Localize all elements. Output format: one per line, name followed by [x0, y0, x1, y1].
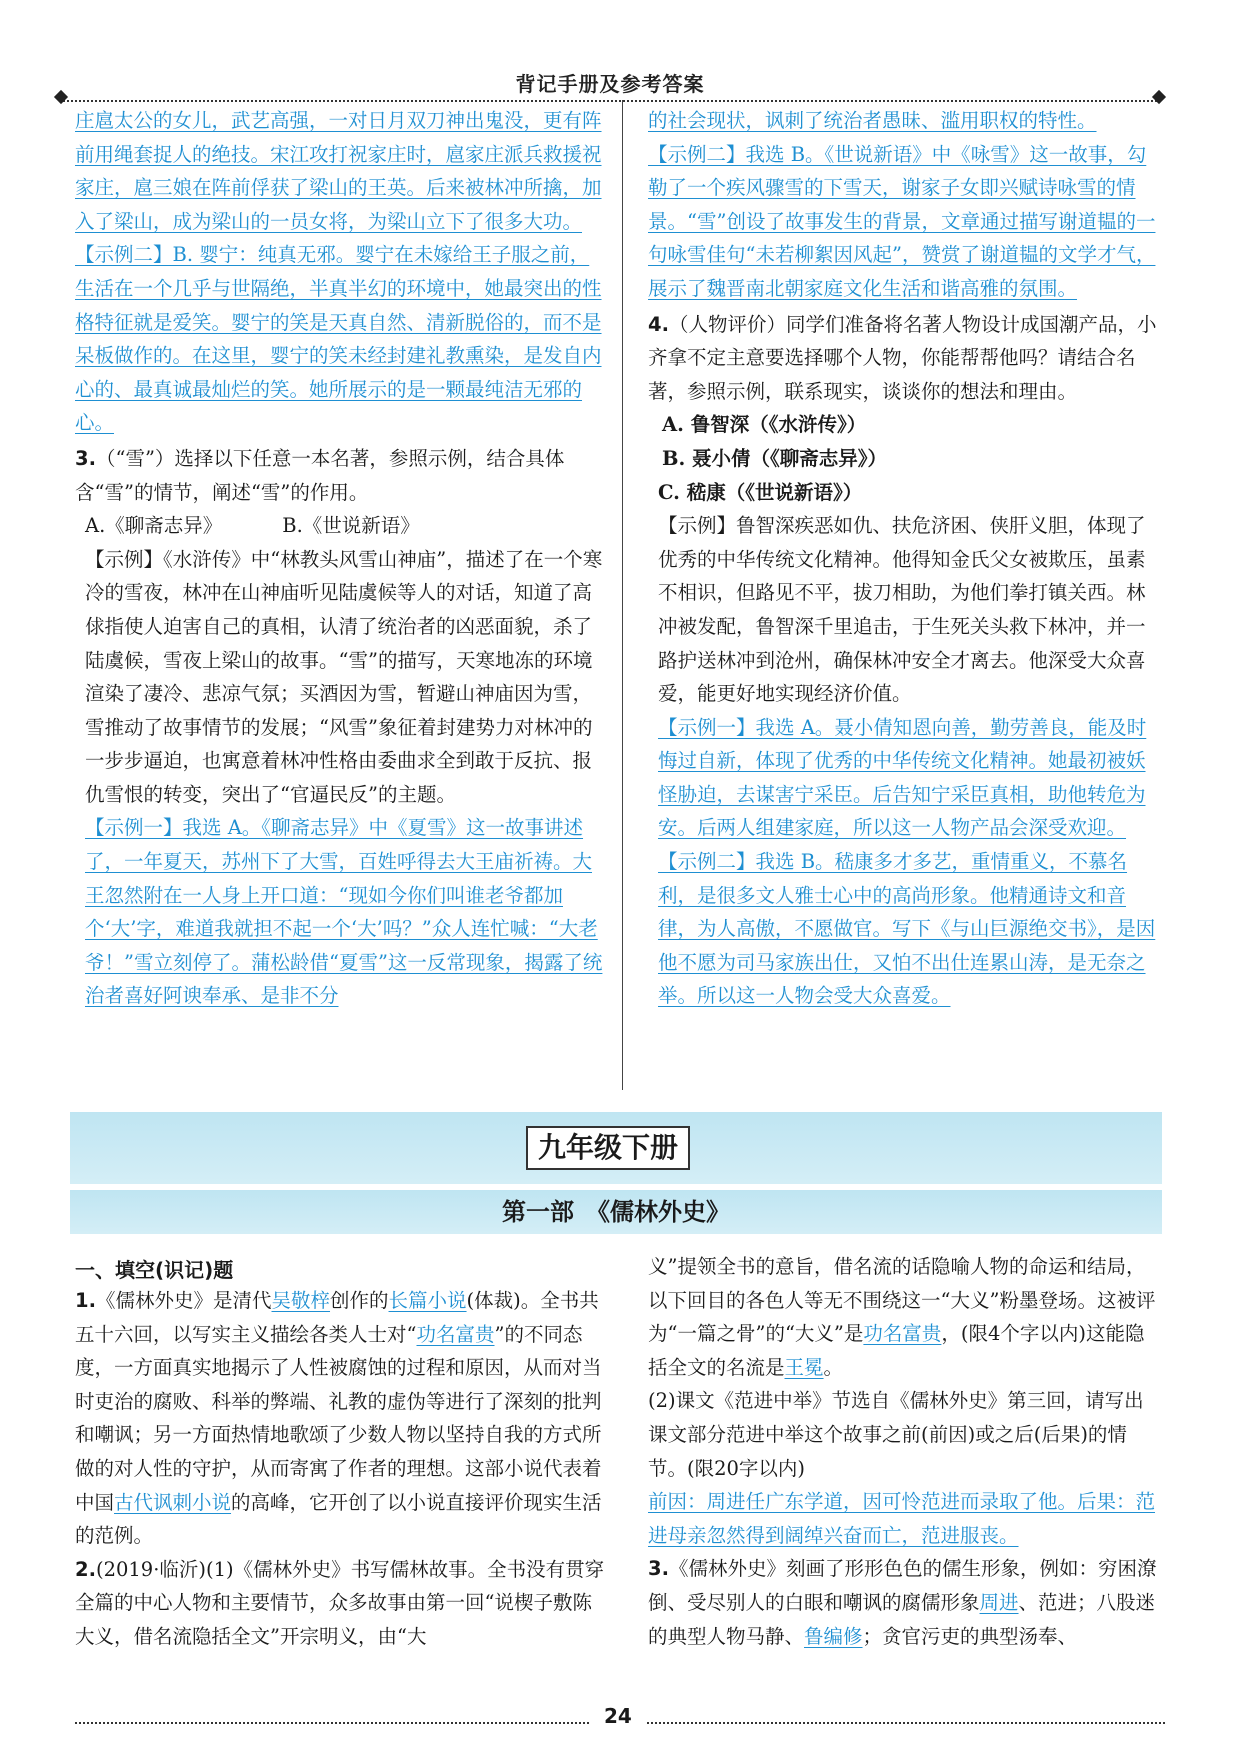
example-text: 【示例】鲁智深疾恶如仇、扶危济困、侠肝义胆，体现了优秀的中华传统文化精神。他得知金氏父女被欺压，虽素不相识，但路见不平，拔刀相助，为他们拳打镇关西。林冲被发配，鲁智深千里追击，于生死关头救下林冲，并一路护送林冲到沧州，确保林冲安全才离去。他深受大众喜爱，能更好地实现经济价值。: [658, 514, 1146, 706]
answer-example-2: 【示例二】我选 B。《世说新语》中《咏雪》这一故事，勾勒了一个疾风骤雪的下雪天，谢家子女即兴赋诗咏雪的情景。“雪”创设了故事发生的背景，文章通过描写谢道韫的一句咏雪佳句“未若柳絮因风起”，赞赏了谢道韫的文学才气，展示了魏晋南北朝家庭文化生活和谐高雅的氛围。: [648, 142, 1156, 300]
answer-text: 的社会现状，讽刺了统治者愚昧、滥用职权的特性。: [648, 109, 1097, 132]
question-text: （人物评价）同学们准备将名著人物设计成国潮产品，小齐拿不定主意要选择哪个人物，你能帮帮他吗？请结合名著，参照示例，联系现实，谈谈你的想法和理由。: [648, 312, 1157, 403]
option-c: C. 嵇康（《世说新语》）: [658, 480, 863, 504]
answer-text: 前因：周进任广东学道，因可怜范进而录取了他。后果：范进母亲忽然得到阔绰兴奋而亡，范进服丧。: [648, 1490, 1156, 1547]
column-divider: [622, 100, 623, 1090]
diamond-ornament-icon: [54, 90, 68, 104]
question-text: (2019·临沂)(1)《儒林外史》书写儒林故事。全书没有贯穿全篇的中心人物和主要情节，众多故事由第一回“说楔子敷陈大义，借名流隐括全文”开宗明义，由“大: [75, 1557, 605, 1648]
question-text: 。: [823, 1355, 844, 1379]
section-left-column: [75, 1284, 605, 1654]
question-3: [75, 442, 605, 509]
section-heading: 一、填空(识记)题: [75, 1258, 234, 1282]
left-column: [75, 104, 605, 1013]
answer-example-1: 【示例一】我选 A。《聊斋志异》中《夏雪》这一故事讲述了，一年夏天，苏州下了大雪，百姓呼得去大王庙祈祷。大王忽然附在一人身上开口道：“现如今你们叫谁老爷都加个‘大’字，难道我就担不起一个‘大’吗？”众人连忙喊：“大老爷！”雪立刻停了。蒲松龄借“夏雪”这一反常现象，揭露了统治者喜好阿谀奉承、是非不分: [85, 816, 603, 1008]
question-options: [648, 408, 1163, 475]
fill-answer: 长篇小说: [388, 1289, 467, 1312]
answer-example-1: 【示例一】我选 A。聂小倩知恩向善，勤劳善良，能及时悔过自新，体现了优秀的中华传统文化精神。她最初被妖怪胁迫，去谋害宁采臣。后告知宁采臣真相，助他转危为安。后两人组建家庭，所以这一人物产品会深受欢迎。: [658, 715, 1147, 840]
fill-answer: 鲁编修: [804, 1624, 863, 1648]
fill-question-1: [75, 1284, 605, 1553]
page-number: 24: [590, 1704, 646, 1728]
question-text: 《儒林外史》是清代: [95, 1289, 272, 1312]
section-right-column: [648, 1250, 1163, 1653]
example-text: 【示例】《水浒传》中“林教头风雪山神庙”，描述了在一个寒冷的雪夜，林冲在山神庙听见陆虞候等人的对话，知道了高俅指使人迫害自己的真相，认清了统治者的凶恶面貌，杀了陆虞候，雪夜上梁山的故事。“雪”的描写，天寒地冻的环境渲染了凄冷、悲凉气氛；买酒因为雪，暂避山神庙因为雪，雪推动了故事情节的发展；“风雪”象征着封建势力对林冲的一步步逼迫，也寓意着林冲性格由委曲求全到敢于反抗、报仇雪恨的转变，突出了“官逼民反”的主题。: [85, 547, 603, 806]
answer-example-2: 【示例二】我选 B。嵇康多才多艺，重情重义，不慕名利，是很多文人雅士心中的高尚形象。他精通诗文和音律，为人高傲，不愿做官。写下《与山巨源绝交书》，是因他不愿为司马家族出仕，又怕不出仕连累山涛，是无奈之举。所以这一人物会受大众喜爱。: [658, 850, 1156, 1008]
question-number: 3.: [75, 446, 96, 470]
option-b: B.《世说新语》: [282, 514, 420, 538]
question-number: 4.: [648, 312, 669, 336]
right-column: [648, 104, 1163, 1013]
question-text: 《儒林外史》刻画了形形色色的儒生形象，例如：穷困潦倒、受尽别人的白眼和嘲讽的腐儒形象: [648, 1557, 1157, 1614]
question-text: ，(限4个字以内)这能隐括全文的名流是: [648, 1322, 1145, 1379]
header-title: 背记手册及参考答案: [506, 66, 715, 99]
part-title: 第一部 《儒林外史》: [70, 1190, 1162, 1234]
fill-answer: 功名富贵: [416, 1322, 495, 1346]
fill-question-3: [648, 1552, 1163, 1653]
question-text: 的高峰，它开创了以小说直接评价现实生活的范例。: [75, 1490, 602, 1548]
question-number: 2.: [75, 1557, 96, 1581]
question-text: （“雪”）选择以下任意一本名著，参照示例，结合具体含“雪”的情节，阐述“雪”的作用。: [75, 446, 565, 504]
fill-answer: 王冕: [784, 1355, 824, 1379]
question-text: 、范进；八股迷的典型人物马静、: [648, 1590, 1156, 1648]
diamond-ornament-icon: [1152, 90, 1166, 104]
fill-answer: 周进: [979, 1590, 1019, 1614]
fill-answer: 功名富贵: [863, 1322, 942, 1346]
fill-answer: 古代讽刺小说: [114, 1490, 232, 1514]
fill-answer: 吴敬梓: [271, 1289, 331, 1312]
question-text: ；贪官污吏的典型汤奉、: [862, 1624, 1078, 1648]
question-options: [75, 509, 605, 543]
question-number: 1.: [75, 1289, 96, 1312]
question-text: 义”提领全书的意旨，借名流的话隐喻人物的命运和结局，以下回目的各色人等无不围绕这一“大义”粉墨登场。这被评为“一篇之骨”的“大义”是: [648, 1255, 1156, 1346]
grade-banner: [70, 1112, 1162, 1184]
fill-question-2-cont: [648, 1250, 1163, 1384]
question-text: 创作的: [330, 1289, 389, 1312]
question-number: 3.: [648, 1557, 669, 1581]
question-text: ”的不同态度，一方面真实地揭示了人性被腐蚀的过程和原因，从而对当时吏治的腐败、科举的弊端、礼教的虚伪等进行了深刻的批判和嘲讽；另一方面热情地歌颂了少数人物以坚持自我的方式所做的对人性的守护，从而寄寓了作者的理想。这部小说代表着中国: [75, 1322, 602, 1514]
page-header: [60, 66, 1160, 102]
question-2-part-2: (2)课文《范进中举》节选自《儒林外史》第三回，请写出课文部分范进中举这个故事之前(前因)或之后(后果)的情节。(限20字以内): [648, 1389, 1144, 1480]
answer-example-2: 【示例二】B. 婴宁：纯真无邪。婴宁在未嫁给王子服之前，生活在一个几乎与世隔绝，半真半幻的环境中，她最突出的性格特征就是爱笑。婴宁的笑是天真自然、清新脱俗的，而不是呆板做作的。在这里，婴宁的笑未经封建礼教熏染，是发自内心的、最真诚最灿烂的笑。她所展示的是一颗最纯洁无邪的心。: [75, 243, 602, 435]
answer-text: 庄扈太公的女儿，武艺高强，一对日月双刀神出鬼没，更有阵前用绳套捉人的绝技。宋江攻打祝家庄时，扈家庄派兵救援祝家庄，扈三娘在阵前俘获了梁山的王英。后来被林冲所擒，加入了梁山，成为梁山的一员女将，为梁山立下了很多大功。: [75, 109, 602, 233]
grade-title: 九年级下册: [526, 1126, 690, 1170]
option-a: A.《聊斋志异》: [85, 514, 223, 538]
fill-question-2: [75, 1553, 605, 1654]
question-text: (体裁)。全书共五十六回，以写实主义描绘各类人士对“: [75, 1289, 599, 1346]
option-a: A. 鲁智深（《水浒传》）: [662, 413, 867, 437]
option-b: B. 聂小倩（《聊斋志异》）: [662, 446, 888, 470]
question-4: [648, 308, 1163, 409]
